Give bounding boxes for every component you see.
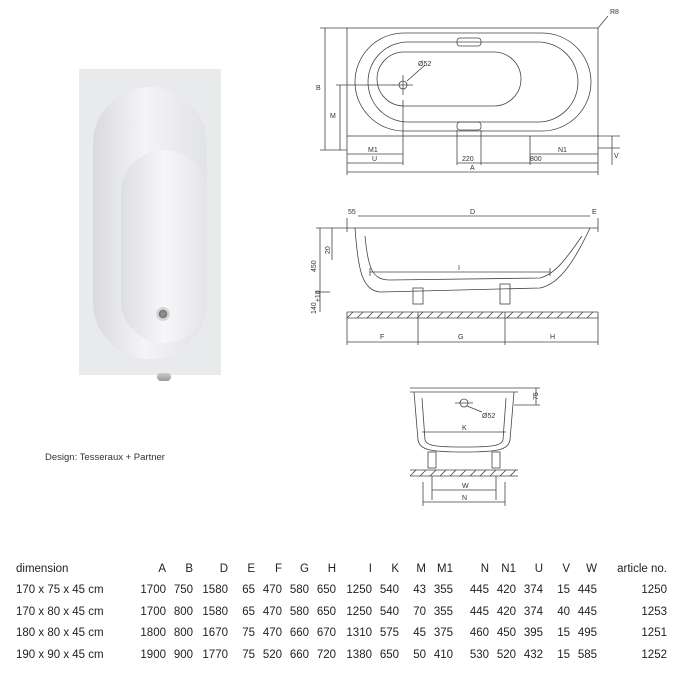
value-cell: 355 xyxy=(433,584,453,597)
side-view-drawing xyxy=(316,216,598,345)
label-d: D xyxy=(470,209,476,216)
value-cell: 650 xyxy=(316,605,336,618)
top-view-basin xyxy=(368,42,578,122)
label-h: H xyxy=(550,334,556,341)
value-cell: 1800 xyxy=(140,627,166,640)
header-k: K xyxy=(391,562,399,575)
value-cell: 445 xyxy=(577,605,597,618)
value-cell: 650 xyxy=(379,648,399,661)
value-cell: 1250 xyxy=(641,584,667,597)
top-view-outline xyxy=(347,28,598,136)
value-cell: 1700 xyxy=(140,584,166,597)
label-n: N xyxy=(462,495,468,502)
dimension-cell: 170 x 75 x 45 cm xyxy=(16,584,104,597)
value-cell: 470 xyxy=(262,605,282,618)
side-view-labels xyxy=(311,209,597,341)
value-cell: 470 xyxy=(262,627,282,640)
label-e: E xyxy=(592,209,597,216)
label-a: A xyxy=(470,165,475,172)
value-cell: 1251 xyxy=(641,627,667,640)
value-cell: 1670 xyxy=(202,627,228,640)
label-m: M xyxy=(330,113,336,120)
value-cell: 470 xyxy=(262,584,282,597)
value-cell: 660 xyxy=(289,627,309,640)
header-g: G xyxy=(300,562,309,575)
value-cell: 75 xyxy=(242,627,255,640)
value-cell: 374 xyxy=(523,584,543,597)
header-d: D xyxy=(219,562,228,575)
header-h: H xyxy=(327,562,336,575)
value-cell: 540 xyxy=(379,605,399,618)
label-pm10: ±10 xyxy=(315,290,322,302)
value-cell: 375 xyxy=(433,627,453,640)
value-cell: 15 xyxy=(557,648,570,661)
value-cell: 1580 xyxy=(202,605,228,618)
value-cell: 585 xyxy=(577,648,597,661)
label-55: 55 xyxy=(348,209,356,216)
value-cell: 540 xyxy=(379,584,399,597)
header-n1: N1 xyxy=(501,562,516,575)
value-cell: 720 xyxy=(316,648,336,661)
value-cell: 1310 xyxy=(346,627,372,640)
value-cell: 410 xyxy=(433,648,453,661)
value-cell: 75 xyxy=(242,648,255,661)
value-cell: 530 xyxy=(469,648,489,661)
label-diameter: Ø52 xyxy=(418,61,432,68)
value-cell: 750 xyxy=(173,584,193,597)
value-cell: 580 xyxy=(289,584,309,597)
label-f: F xyxy=(380,334,385,341)
top-view-basin-floor xyxy=(377,52,521,106)
table-row xyxy=(16,644,667,666)
value-cell: 520 xyxy=(262,648,282,661)
value-cell: 15 xyxy=(557,627,570,640)
header-u: U xyxy=(534,562,543,575)
table-body xyxy=(16,580,667,666)
value-cell: 1252 xyxy=(641,648,667,661)
value-cell: 1253 xyxy=(641,605,667,618)
header-f: F xyxy=(274,562,282,575)
label-k: K xyxy=(462,425,467,432)
value-cell: 374 xyxy=(523,605,543,618)
header-n: N xyxy=(480,562,489,575)
value-cell: 450 xyxy=(496,627,516,640)
header-v: V xyxy=(562,562,570,575)
dimension-cell: 190 x 90 x 45 cm xyxy=(16,648,104,661)
value-cell: 460 xyxy=(469,627,489,640)
top-view-rim xyxy=(355,33,591,131)
label-w: W xyxy=(462,483,469,490)
value-cell: 65 xyxy=(242,605,255,618)
value-cell: 445 xyxy=(469,584,489,597)
top-view-drawing xyxy=(320,16,620,175)
end-view-drawing xyxy=(410,388,540,506)
value-cell: 50 xyxy=(413,648,426,661)
value-cell: 45 xyxy=(413,627,426,640)
value-cell: 1770 xyxy=(202,648,228,661)
label-b: B xyxy=(316,85,321,92)
label-140: 140 xyxy=(311,302,318,314)
header-m1: M1 xyxy=(437,562,453,575)
label-g: G xyxy=(458,334,464,341)
header-i: I xyxy=(368,562,372,575)
header-dimension: dimension xyxy=(16,562,69,575)
value-cell: 660 xyxy=(289,648,309,661)
value-cell: 580 xyxy=(289,605,309,618)
label-n1: N1 xyxy=(558,147,567,154)
value-cell: 495 xyxy=(577,627,597,640)
table-row xyxy=(16,601,667,623)
value-cell: 1380 xyxy=(346,648,372,661)
table-row xyxy=(16,623,667,645)
header-w: W xyxy=(586,562,597,575)
value-cell: 43 xyxy=(413,584,426,597)
label-v: V xyxy=(614,153,619,160)
value-cell: 420 xyxy=(496,584,516,597)
value-cell: 355 xyxy=(433,605,453,618)
header-e: E xyxy=(247,562,255,575)
value-cell: 800 xyxy=(173,627,193,640)
value-cell: 520 xyxy=(496,648,516,661)
value-cell: 420 xyxy=(496,605,516,618)
value-cell: 650 xyxy=(316,584,336,597)
value-cell: 1700 xyxy=(140,605,166,618)
top-view-labels xyxy=(316,9,619,172)
label-m1: M1 xyxy=(368,147,378,154)
value-cell: 1250 xyxy=(346,584,372,597)
label-800: 800 xyxy=(530,156,542,163)
value-cell: 670 xyxy=(316,627,336,640)
dimension-table xyxy=(16,558,667,666)
design-credit: Design: Tesseraux + Partner xyxy=(45,452,165,463)
header-a: A xyxy=(158,562,166,575)
value-cell: 445 xyxy=(577,584,597,597)
label-r8: R8 xyxy=(610,9,619,16)
value-cell: 15 xyxy=(557,584,570,597)
table-row xyxy=(16,580,667,602)
dimension-cell: 180 x 80 x 45 cm xyxy=(16,627,104,640)
value-cell: 1900 xyxy=(140,648,166,661)
label-450: 450 xyxy=(311,260,318,272)
label-220: 220 xyxy=(462,156,474,163)
table-header-row xyxy=(16,558,667,580)
value-cell: 800 xyxy=(173,605,193,618)
header-m: M xyxy=(416,562,426,575)
value-cell: 65 xyxy=(242,584,255,597)
value-cell: 445 xyxy=(469,605,489,618)
value-cell: 432 xyxy=(523,648,543,661)
label-i: I xyxy=(458,265,460,272)
label-u: U xyxy=(372,156,378,163)
label-diameter-end: Ø52 xyxy=(482,413,496,420)
value-cell: 70 xyxy=(413,605,426,618)
value-cell: 40 xyxy=(557,605,570,618)
label-75: 75 xyxy=(533,392,540,400)
dimension-cell: 170 x 80 x 45 cm xyxy=(16,605,104,618)
header-b: B xyxy=(185,562,193,575)
value-cell: 395 xyxy=(523,627,543,640)
label-20: 20 xyxy=(325,246,332,254)
value-cell: 575 xyxy=(379,627,399,640)
value-cell: 1580 xyxy=(202,584,228,597)
header-article-no: article no. xyxy=(617,562,667,575)
value-cell: 1250 xyxy=(346,605,372,618)
value-cell: 900 xyxy=(173,648,193,661)
